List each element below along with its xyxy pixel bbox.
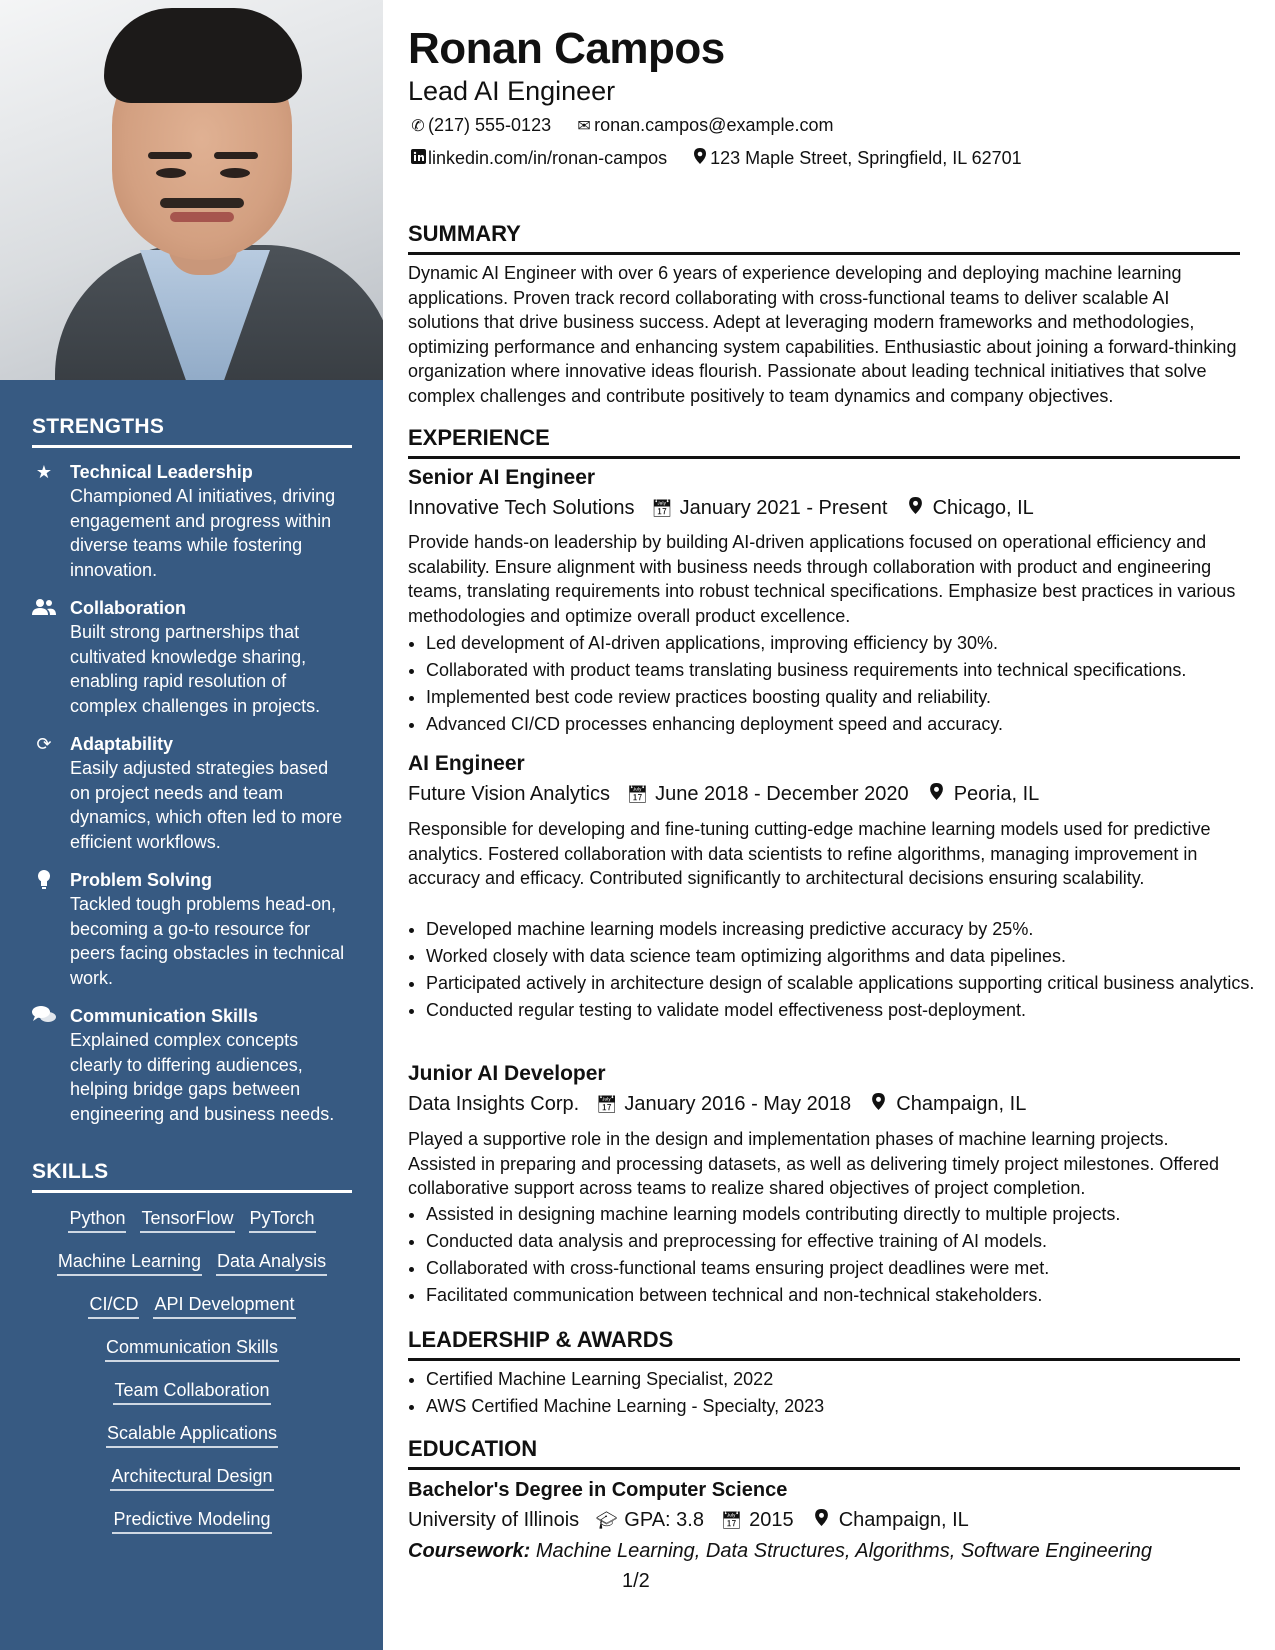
sync-icon: ⟳ xyxy=(36,734,52,754)
skill-tag: Machine Learning xyxy=(57,1248,202,1276)
star-icon: ★ xyxy=(35,462,53,482)
skills-section xyxy=(32,1160,352,1537)
list-item: • Assisted in designing machine learning models contributing directly to multiple projects. xyxy=(426,1202,1258,1226)
strength-text: Tackled tough problems head-on, becoming a go-to resource for peers facing obstacles in technical work. xyxy=(70,894,345,988)
list-item: • Implemented best code review practices boosting quality and reliability. xyxy=(426,685,1258,709)
lightbulb-icon xyxy=(32,869,56,891)
strength-item xyxy=(32,460,352,582)
job-title: Junior AI Developer xyxy=(408,1062,606,1085)
job-meta xyxy=(408,1090,1026,1119)
page-number: 1/2 xyxy=(622,1570,650,1592)
company-name: Data Insights Corp. xyxy=(408,1093,580,1115)
sidebar xyxy=(0,0,383,1650)
map-marker-icon xyxy=(903,495,927,523)
strength-title: Adaptability xyxy=(70,734,174,754)
school-location: Champaign, IL xyxy=(838,1509,969,1531)
graduation-year: 2015 xyxy=(749,1509,794,1531)
skill-tag: Python xyxy=(68,1205,126,1233)
list-item: • Conducted data analysis and preprocessing for effective training of AI models. xyxy=(426,1229,1258,1253)
list-item: • Certified Machine Learning Specialist, 2022 xyxy=(426,1367,1258,1391)
list-item: • AWS Certified Machine Learning - Specialty, 2023 xyxy=(426,1394,1258,1418)
skill-tag: CI/CD xyxy=(88,1291,139,1319)
school-name: University of Illinois xyxy=(408,1509,580,1531)
calendar-icon: 📅︎ xyxy=(595,1095,618,1114)
experience-heading: EXPERIENCE xyxy=(408,424,1240,459)
list-item: • Collaborated with cross-functional teams ensuring project deadlines were met. xyxy=(426,1256,1258,1280)
job-dates: June 2018 - December 2020 xyxy=(655,783,909,805)
profile-photo xyxy=(0,0,383,380)
strength-title: Technical Leadership xyxy=(70,462,253,482)
coursework-list: Machine Learning, Data Structures, Algorithms, Software Engineering xyxy=(535,1540,1153,1562)
graduation-cap-icon: 🎓︎ xyxy=(595,1511,618,1530)
gpa: GPA: 3.8 xyxy=(624,1509,704,1531)
summary-heading: SUMMARY xyxy=(408,220,1240,255)
comments-icon xyxy=(32,1005,56,1027)
job-title: Senior AI Engineer xyxy=(408,466,596,489)
skill-tag: Team Collaboration xyxy=(113,1377,270,1405)
email-link[interactable]: ronan.campos@example.com xyxy=(594,115,834,135)
candidate-name: Ronan Campos xyxy=(408,24,725,73)
skill-tag: Scalable Applications xyxy=(106,1420,278,1448)
strength-item xyxy=(32,596,352,718)
job-description: Responsible for developing and fine-tuning cutting-edge machine learning models used for predictive analytics. Fostered collaboration with data scientists to refine algorithms, managing improvement in accuracy and efficacy. Contributed significantly to architectural decisions ensuring scalability. xyxy=(408,819,1211,888)
map-marker-icon xyxy=(924,781,948,809)
summary-text: Dynamic AI Engineer with over 6 years of experience developing and deploying machine learning applications. Proven track record collaborating with cross-functional teams to deliver scalable AI solutions that drive business success. Adept at leveraging modern frameworks and methodologies, optimizing performance and enhancing system capabilities. Enthusiastic about joining a forward-thinking organization where innovative ideas flourish. Passionate about leading technical initiatives that solve complex challenges and contribute positively to team dynamics and company objectives. xyxy=(408,263,1237,406)
coursework-label: Coursework: xyxy=(408,1540,531,1562)
job-bullets xyxy=(408,917,1258,1025)
address: 123 Maple Street, Springfield, IL 62701 xyxy=(710,148,1022,168)
skill-tag: API Development xyxy=(153,1291,295,1319)
strength-item xyxy=(32,1004,352,1126)
strength-text: Championed AI initiatives, driving engagement and progress within diverse teams while fostering innovation. xyxy=(70,486,336,580)
job-location: Peoria, IL xyxy=(953,783,1040,805)
strengths-heading: STRENGTHS xyxy=(32,415,352,448)
phone-number[interactable]: (217) 555-0123 xyxy=(428,115,552,135)
company-name: Innovative Tech Solutions xyxy=(408,497,635,519)
map-marker-icon xyxy=(690,148,710,172)
candidate-title: Lead AI Engineer xyxy=(408,76,616,106)
list-item: • Worked closely with data science team optimizing algorithms and data pipelines. xyxy=(426,944,1258,968)
job-bullets xyxy=(408,1202,1258,1310)
map-marker-icon xyxy=(867,1091,891,1119)
calendar-icon: 📅︎ xyxy=(651,499,673,518)
company-name: Future Vision Analytics xyxy=(408,783,610,805)
linkedin-link[interactable]: linkedin.com/in/ronan-campos xyxy=(428,148,668,168)
contact-row xyxy=(408,146,1040,172)
skill-tag: PyTorch xyxy=(249,1205,316,1233)
phone-icon: ✆ xyxy=(411,118,425,135)
skill-tag: Architectural Design xyxy=(110,1463,273,1491)
calendar-icon: 📅︎ xyxy=(626,785,649,804)
coursework xyxy=(408,1537,1152,1565)
job-meta xyxy=(408,494,1034,523)
list-item: • Facilitated communication between technical and non-technical stakeholders. xyxy=(426,1283,1258,1307)
skill-tag: TensorFlow xyxy=(140,1205,234,1233)
list-item: • Participated actively in architecture design of scalable applications supporting critical business analytics. xyxy=(426,971,1258,995)
job-meta xyxy=(408,780,1039,809)
strength-text: Built strong partnerships that cultivated knowledge sharing, enabling rapid resolution of complex challenges in projects. xyxy=(70,622,321,716)
envelope-icon: ✉ xyxy=(577,118,591,135)
strengths-section xyxy=(32,415,352,1126)
list-item: • Led development of AI-driven applications, improving efficiency by 30%. xyxy=(426,631,1258,655)
strength-text: Explained complex concepts clearly to differing audiences, helping bridge gaps between engineering and business needs. xyxy=(70,1030,335,1124)
job-description: Played a supportive role in the design and implementation phases of machine learning projects. Assisted in preparing and processing datasets, as well as delivering timely project milestones. Offered collaborative support across teams to realize shared objectives of project completion. xyxy=(408,1129,1220,1198)
skills-list xyxy=(32,1205,352,1537)
job-location: Chicago, IL xyxy=(932,497,1034,519)
degree-title: Bachelor's Degree in Computer Science xyxy=(408,1479,788,1501)
linkedin-icon xyxy=(408,148,428,172)
list-item: • Conducted regular testing to validate model effectiveness post-deployment. xyxy=(426,998,1258,1022)
list-item: • Collaborated with product teams translating business requirements into technical specifications. xyxy=(426,658,1258,682)
job-dates: January 2016 - May 2018 xyxy=(624,1093,852,1115)
job-title: AI Engineer xyxy=(408,752,525,775)
contact-row xyxy=(408,113,852,139)
job-location: Champaign, IL xyxy=(896,1093,1027,1115)
job-dates: January 2021 - Present xyxy=(679,497,888,519)
strength-title: Communication Skills xyxy=(70,1006,259,1026)
education-meta xyxy=(408,1506,969,1535)
strength-item xyxy=(32,732,352,854)
job-description: Provide hands-on leadership by building AI-driven applications focused on operational efficiency and scalability. Ensure alignment with business needs through collaboration with product and engineering teams, translating requirements into robust technical specifications. Emphasize best practices in various methodologies and optimize overall product excellence. xyxy=(408,532,1236,626)
strength-text: Easily adjusted strategies based on project needs and team dynamics, which often led to more efficient workflows. xyxy=(70,758,343,852)
awards-list xyxy=(408,1367,1258,1421)
map-marker-icon xyxy=(809,1507,833,1535)
strength-title: Collaboration xyxy=(70,598,186,618)
list-item: • Advanced CI/CD processes enhancing deployment speed and accuracy. xyxy=(426,712,1258,736)
education-heading: EDUCATION xyxy=(408,1435,1240,1470)
job-bullets xyxy=(408,631,1258,739)
users-icon xyxy=(32,597,56,619)
list-item: • Developed machine learning models increasing predictive accuracy by 25%. xyxy=(426,917,1258,941)
strength-title: Problem Solving xyxy=(70,870,213,890)
skills-heading: SKILLS xyxy=(32,1160,352,1193)
skill-tag: Data Analysis xyxy=(216,1248,327,1276)
skill-tag: Communication Skills xyxy=(105,1334,279,1362)
awards-heading: LEADERSHIP & AWARDS xyxy=(408,1326,1240,1361)
strength-item xyxy=(32,868,352,990)
calendar-icon: 📅︎ xyxy=(720,1511,743,1530)
skill-tag: Predictive Modeling xyxy=(112,1506,271,1534)
